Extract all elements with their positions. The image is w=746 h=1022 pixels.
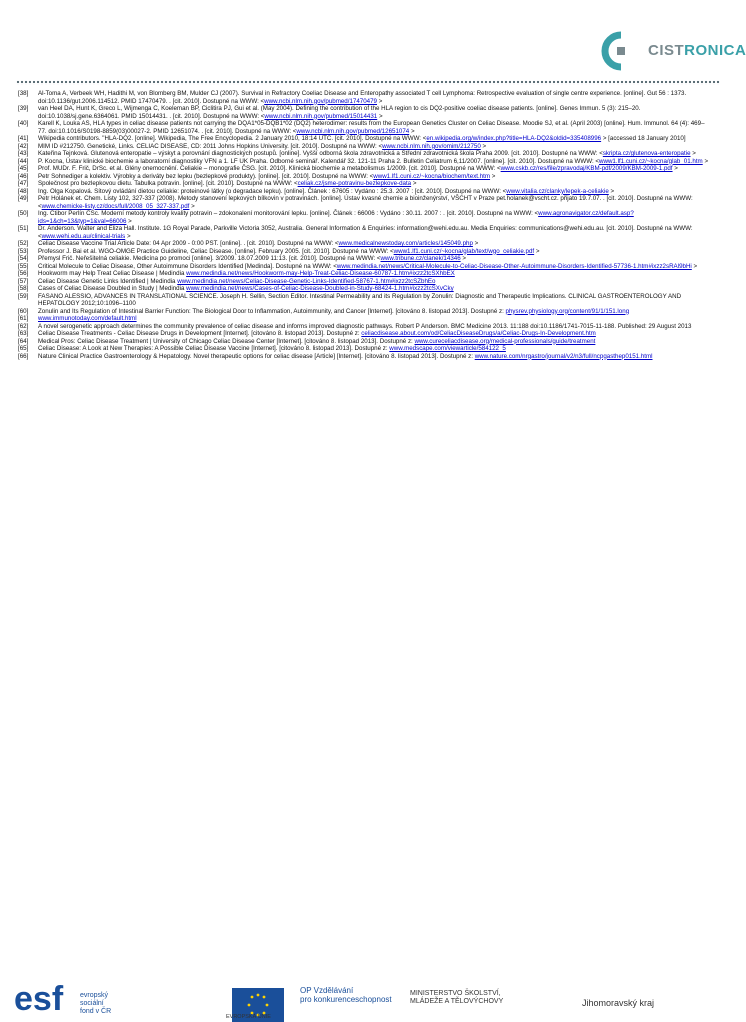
reference-text (38, 210, 713, 225)
reference-link[interactable]: en.wikipedia.org/w/index.php?title=HLA-DQ2&oldid=335408996 (426, 135, 602, 142)
reference-item (18, 150, 713, 158)
reference-number: [61] (18, 315, 29, 322)
op-line: OP Vzdělávání (300, 986, 354, 995)
reference-body: Karell K, Louka AS, HLA types in celiac disease patients not carrying the DQA1*05-DQB1*02 (DQ2) heterodimer: results from the European Genetics Cluster on Celiac Disease. Moodie SJ, et al. (April 2003) [online]. Hum. Immunol. 64 (4): 469–77. doi:10.1016/S0198-8859(03)00027-2. PMID 12651074. . [cit. 2010]. Dostupné na WWW: < (38, 120, 705, 135)
reference-item (18, 308, 713, 316)
reference-link[interactable]: www.agronavigator.cz/default.asp?ids=1&ch=13&typ=1&val=66006 (38, 210, 634, 225)
reference-number: [39] (18, 105, 29, 112)
reference-body: Wikipedia contributors. "HLA-DQ2. [online]. Wikipedia, The Free Encyclopedia. 2 January 2010, 18:14 UTC. [cit. 2010]. Dostupné na WWW: < (38, 135, 427, 142)
reference-link[interactable]: skripta.cz/glutenova-enteropatie (602, 150, 691, 157)
brand-part-2: RONICA (684, 42, 746, 59)
reference-item (18, 158, 713, 166)
reference-number: [53] (18, 247, 29, 255)
reference-link[interactable]: www.cskb.cz/res/file/zpravodaj/KBM-pdf/2009/KBM-2009-1.pdf (500, 165, 673, 172)
reference-link[interactable]: www1.lf1.cuni.cz/~kocna/glab_01.htm (599, 157, 703, 165)
reference-link[interactable]: www.chemicke-listy.cz/docs/full/2008_05_327-337.pdf (41, 202, 190, 210)
reference-tail: > (610, 187, 615, 195)
reference-body: Dr. Anderson. Walter and Eliza Hall. Institute. 1G Royal Parade, Parkville Victoria 3052, Australia. General Information & Enquiries: information@wehi.edu.au. Media Enquiries: communications@wehi.edu.au. [cit. 2010]. Dostupné na WWW: < (38, 225, 693, 240)
reference-number: [48] (18, 187, 29, 195)
reference-body: Celiac Disease: A Look at New Therapies: A Possible Celiac Disease Vaccine [Internet]. [citováno 8. listopad 2013]. Dostupné z: (38, 345, 390, 352)
reference-text (38, 293, 713, 308)
reference-text (38, 315, 713, 323)
reference-link[interactable]: www.vitalia.cz/clanky/lepek-a-celiakie (506, 187, 609, 195)
reference-item (18, 278, 713, 286)
reference-text (38, 180, 713, 188)
kraj-logo: Jihomoravský kraj (582, 998, 655, 1008)
reference-item (18, 173, 713, 181)
reference-tail: > (474, 240, 479, 247)
reference-number: [62] (18, 322, 29, 330)
reference-number: [46] (18, 172, 29, 180)
esf-caption-line: evropský (80, 992, 109, 999)
reference-link[interactable]: celiacdisease.about.com/od/CeliacDiseaseDrugs/a/Celiac-Drugs-In-Development.htm (361, 330, 596, 337)
reference-link[interactable]: www.medindia.net/news/Hookworm-may-Help-Treat-Celiac-Disease-60787-1.htm#ixzz2tcSXhbEX (186, 270, 455, 277)
reference-body: A novel serogenetic approach determines the community prevalence of celiac disease and informs improved diagnostic pathways. Robert P Anderson. BMC Medicine 2013. 11:188 doi:10.1186/1741-7015-11-188. Published: 29 August 2013 (38, 322, 692, 330)
reference-text (38, 143, 713, 151)
reference-text (38, 255, 713, 263)
reference-number: [58] (18, 285, 29, 292)
reference-tail: > (378, 112, 383, 120)
reference-body: Petr Sohnediger a kolektiv. Výrobky a deriváty bez lepku (bezlepkové produkty). [online]. [cit. 2010]. Dostupné na WWW: < (38, 172, 374, 180)
dotted-divider (16, 80, 720, 85)
reference-text (38, 173, 713, 181)
reference-text (38, 165, 713, 173)
reference-text (38, 188, 713, 196)
reference-body: Celiac Disease Treatments - Celiac Disease Drugs in Development [Internet]. [citováno 8. listopad 2013]. Dostupné z: (38, 330, 362, 337)
reference-tail: > (191, 202, 195, 210)
reference-number: [60] (18, 307, 29, 315)
reference-text (38, 158, 713, 166)
reference-item (18, 315, 713, 323)
reference-item (18, 255, 713, 263)
reference-body: Ing. Ctibor Perlín CSc. Moderní metody kontroly kvality potravin – zdokonalení monitorování lepku. [online]. Článek : 66006 : Vydáno : 30.11. 2007 : . [cit. 2010]. Dostupné na WWW: < (38, 210, 539, 217)
reference-tail: > (674, 165, 678, 172)
reference-text (38, 345, 713, 353)
reference-tail: > (692, 150, 696, 157)
reference-body: Celiac Disease Vaccine Trial Article Date: 04 Apr 2009 - 0:00 PST. [online]. . [cit. 2010]. Dostupné na WWW: < (38, 240, 339, 247)
reference-link[interactable]: www.medscape.com/viewarticle/584122_5 (389, 345, 506, 352)
reference-text (38, 105, 713, 120)
reference-tail: > (693, 262, 698, 270)
reference-number: [47] (18, 180, 29, 187)
reference-link[interactable]: www.medicalnewstoday.com/articles/145049.php (338, 240, 473, 247)
reference-text (38, 150, 713, 158)
reference-item (18, 270, 713, 278)
reference-item (18, 165, 713, 173)
reference-body: Celiac Disease Genetic Links Identified | Medindia (38, 277, 178, 285)
reference-body: Zonulin and Its Regulation of Intestinal Barrier Function: The Biological Door to Inflammation, Autoimmunity, and Cancer [Internet]. [citováno 8. listopad 2013]. Dostupné z: (38, 307, 506, 315)
esf-caption (80, 992, 111, 1016)
reference-number: [65] (18, 345, 29, 352)
reference-item (18, 120, 713, 135)
reference-link[interactable]: www.ncbi.nlm.nih.gov/omim/212750 (382, 142, 481, 150)
reference-tail: > (126, 232, 131, 240)
esf-caption-line: sociální (80, 1000, 104, 1007)
reference-item (18, 90, 713, 105)
reference-tail: > (410, 127, 415, 135)
reference-list (18, 90, 713, 360)
reference-link[interactable]: www.nature.com/nrgastro/journal/v2/n3/full/ncpgasthep0151.html (474, 352, 653, 360)
reference-link[interactable]: www.ncbi.nlm.nih.gov/pubmed/12651074 (296, 127, 410, 135)
reference-text (38, 135, 713, 143)
reference-body: Cases of Celiac Disease Doubled in Study | Medindia (38, 285, 187, 292)
reference-body: Prof. MUDr. F. Frič, DrSc. et al. Glény onemocnění. Celiakie – monografie ČSG. [cit. 2010]. Klinická biochemie a metabolismus 1/2009. [cit. 2010]. Dostupné na WWW: < (38, 165, 501, 172)
reference-tail: > (704, 157, 709, 165)
reference-item (18, 188, 713, 196)
reference-body: P. Kocna, Ústav klinické biochemie a laboratorní diagnostiky VFN a 1. LF UK Praha. Odborné seminář. Kalendář 32. 121-11 Praha 2. Bulletin Celiatrum 6,11/2007. [online]. [cit. 2010]. Dostupné na WWW: < (38, 157, 600, 165)
op-logo (300, 986, 392, 1004)
reference-item (18, 345, 713, 353)
reference-link[interactable]: www.wehi.edu.au/clinical-trials (41, 232, 126, 240)
reference-number: [57] (18, 277, 29, 285)
reference-link[interactable]: www.ncbi.nlm.nih.gov/pubmed/17470479 (264, 97, 377, 105)
reference-number: [54] (18, 255, 29, 262)
reference-text (38, 330, 713, 338)
reference-item (18, 323, 713, 331)
reference-item (18, 353, 713, 361)
reference-text (38, 338, 713, 346)
reference-body: Medical Pros: Celiac Disease Treatment | University of Chicago Celiac Disease Center [Internet]. [citováno 8. listopad 2013]. Dostupné z: (38, 337, 415, 345)
reference-body: Ing. Olga Kopalová. Sítový ovládání dietou celiakie: proteinové látky (o degradace lepku). [online]. Článek : 67605 : Vydáno : 25.3. 2007 : [cit. 2010]. Dostupné na WWW: < (38, 187, 507, 195)
reference-body: Přemysl Frič. Neřešitelná celiakie. Medicína po promoci [online]. 3/2009. 18.07.2009 11:13. [cit. 2010]. Dostupné na WWW: < (38, 255, 381, 262)
reference-text (38, 308, 713, 316)
reference-tail: > (378, 97, 383, 105)
reference-number: [52] (18, 240, 29, 247)
esf-logo: esf (14, 980, 64, 1018)
footer-logos (0, 488, 720, 1020)
reference-body: Petr Holánek et. Chem. Listy 102, 327-337 (2008). Metody stanovení lepkových bílkovin v potravinách. [online]. Ústav kvasné chemie a bioinženýrství, VŠCHT v Praze pet.holanek@vscht.cz. přijato 19.7.07. . [cit. 2010]. Dostupné na WWW: < (38, 195, 693, 210)
reference-number: [51] (18, 225, 29, 232)
reference-link[interactable]: www.medindia.net/news/Cases-of-Celiac-Disease-Doubled-in-Study-68424-1.htm#ixzz2tcSXvCky (186, 285, 454, 292)
msmt-line: MINISTERSTVO ŠKOLSTVÍ, (410, 990, 501, 997)
reference-number: [41] (18, 135, 29, 142)
reference-item (18, 105, 713, 120)
reference-link[interactable]: www.cureceliacdisease.org/medical-professionals/guide/treatment (414, 337, 596, 345)
reference-link[interactable]: physrev.physiology.org/content/91/1/151.long (505, 307, 630, 315)
reference-body: van Heel DA, Hunt K, Greco L, Wijmenga C, Koeleman BP, Ciclitira PJ, Gui et al. (May 2004). Defining the contribution of the HLA region to cis DQ2-positive coeliac disease patients. [online]. Genes Immun. 5 (3): 215–20. doi:10.1038/sj.gene.6364061. PMID 15014431. . [cit. 2010]. Dostupné na WWW: < (38, 105, 641, 120)
reference-link[interactable]: www.tribune.cz/clanek/14346 (380, 255, 461, 262)
reference-item (18, 240, 713, 248)
reference-text (38, 195, 713, 210)
reference-item (18, 263, 713, 271)
reference-text (38, 270, 713, 278)
reference-body: Nature Clinical Practice Gastroenterology & Hepatology. Novel therapeutic options for celiac disease [Article] [Internet]. [citováno 8. listopad 2013]. Dostupné z: (38, 352, 475, 360)
reference-body: MIM ID #212750. Genetické, Links. CELIAC DISEASE, CD: 2011 Johns Hopkins University. [cit. 2010]. Dostupné na WWW: < (38, 142, 383, 150)
reference-tail: > (535, 247, 540, 255)
reference-body: FASANO ALESSIO, ADVANCES IN TRANSLATIONAL SCIENCE. Joseph H. Sellin, Section Editor. Intestinal Permeability and its Regulation by Zonulin: Diagnostic and Therapeutic Implications. CLINICAL GASTROENTEROLOGY AND HEPATOLOGY 2012;10:1096–1100 (38, 292, 682, 307)
brand-name (648, 42, 746, 59)
reference-link[interactable]: www.immunotoday.com/default.html (38, 315, 137, 322)
reference-item (18, 225, 713, 240)
reference-text (38, 120, 713, 135)
reference-body: Hookworm may Help Treat Celiac Disease | Medindia (38, 270, 187, 277)
reference-number: [49] (18, 195, 29, 202)
reference-body: Kateřina Tejnková. Glutenová enteropatie – výskyt a porovnání diagnostických postupů. [online]. Vyšší odborná škola zdravotnická a Střední zdravotnická škola Praha 2009. [cit. 2010]. Dostupné na WWW: < (38, 150, 603, 157)
reference-item (18, 330, 713, 338)
reference-text (38, 323, 713, 331)
reference-number: [63] (18, 330, 29, 337)
reference-number: [38] (18, 90, 29, 97)
reference-item (18, 135, 713, 143)
reference-item (18, 195, 713, 210)
msmt-line: MLÁDEŽE A TĚLOVÝCHOVY (410, 998, 504, 1005)
reference-text (38, 90, 713, 105)
reference-tail: > (412, 180, 417, 187)
reference-item (18, 293, 713, 308)
reference-tail: > (482, 142, 487, 150)
reference-body: Společnost pro bezlepkovou dietu. Tabulka potravin. [online]. [cit. 2010]. Dostupné na WWW: < (38, 180, 298, 187)
reference-text (38, 225, 713, 240)
reference-number: [56] (18, 270, 29, 277)
reference-body: Professor J. Bai et al. WGO-OMGE Practice Guideline, Celiac Disease. [online]. February 2005. [cit. 2010]. Dostupné na WWW: < (38, 247, 394, 255)
reference-number: [59] (18, 292, 29, 300)
reference-number: [42] (18, 142, 29, 150)
op-line: pro konkurenceschopnost (300, 995, 392, 1004)
reference-item (18, 248, 713, 256)
reference-text (38, 353, 713, 361)
reference-item (18, 285, 713, 293)
reference-link[interactable]: www1.lf1.cuni.cz/~kocna/biochem/text.htm (373, 172, 491, 180)
reference-link[interactable]: www.ncbi.nlm.nih.gov/pubmed/15014431 (264, 112, 378, 120)
reference-item (18, 180, 713, 188)
reference-number: [64] (18, 337, 29, 345)
brand-part-1: CIST (648, 42, 685, 59)
reference-item (18, 143, 713, 151)
reference-number: [66] (18, 352, 29, 360)
reference-text (38, 248, 713, 256)
reference-number: [55] (18, 262, 29, 270)
reference-link[interactable]: www.medindia.net/news/Celiac-Disease-Genetic-Links-Identified-58767-1.htm#ixzz2tcSZbhEo (177, 277, 436, 285)
reference-tail: > (462, 255, 466, 262)
reference-number: [43] (18, 150, 29, 157)
esf-caption-line: fond v ČR (80, 1008, 112, 1015)
reference-number: [50] (18, 210, 29, 217)
reference-number: [40] (18, 120, 29, 127)
reference-number: [44] (18, 157, 29, 165)
reference-tail: > (491, 172, 496, 180)
reference-text (38, 240, 713, 248)
reference-text (38, 285, 713, 293)
eu-label: EVROPSKÁ UNIE (226, 1014, 271, 1020)
reference-tail: > [accessed 18 January 2010] (602, 135, 686, 142)
reference-tail: > (128, 217, 132, 225)
reference-link[interactable]: www1.lf1.cuni.cz/~kocna/glab/text/wgo_celiakie.pdf (393, 247, 535, 255)
msmt-logo (410, 990, 503, 1006)
reference-text (38, 278, 713, 286)
reference-link[interactable]: www.medindia.net/news/Critical-Molecule-to-Celiac-Disease-Other-Autoimmune-Disorders-Identified-57736-1.htm#ixzz2sRAl9bHi (336, 262, 692, 270)
reference-item (18, 338, 713, 346)
reference-link[interactable]: celiak.cz/jsme-potravinu-bezlepkove-data (297, 180, 412, 187)
reference-number: [45] (18, 165, 29, 172)
reference-item (18, 210, 713, 225)
reference-text (38, 263, 713, 271)
reference-body: Critical Molecule to Celiac Disease, Other Autoimmune Disorders Identified [Medinda]. Dostupné na WWW: < (38, 262, 337, 270)
reference-body: Al-Toma A, Verbeek WH, Hadithi M, von Blomberg BM, Mulder CJ (2007). Survival in Refractory Coeliac Disease and Enteropathy associated T cell Lymphoma: Retrospective evaluation of single centre experience. [online]. Gut 56 : 1373. doi:10.1136/gut.2006.114512. PMID 17470479. . [cit. 2010]. Dostupné na WWW: < (38, 90, 687, 105)
